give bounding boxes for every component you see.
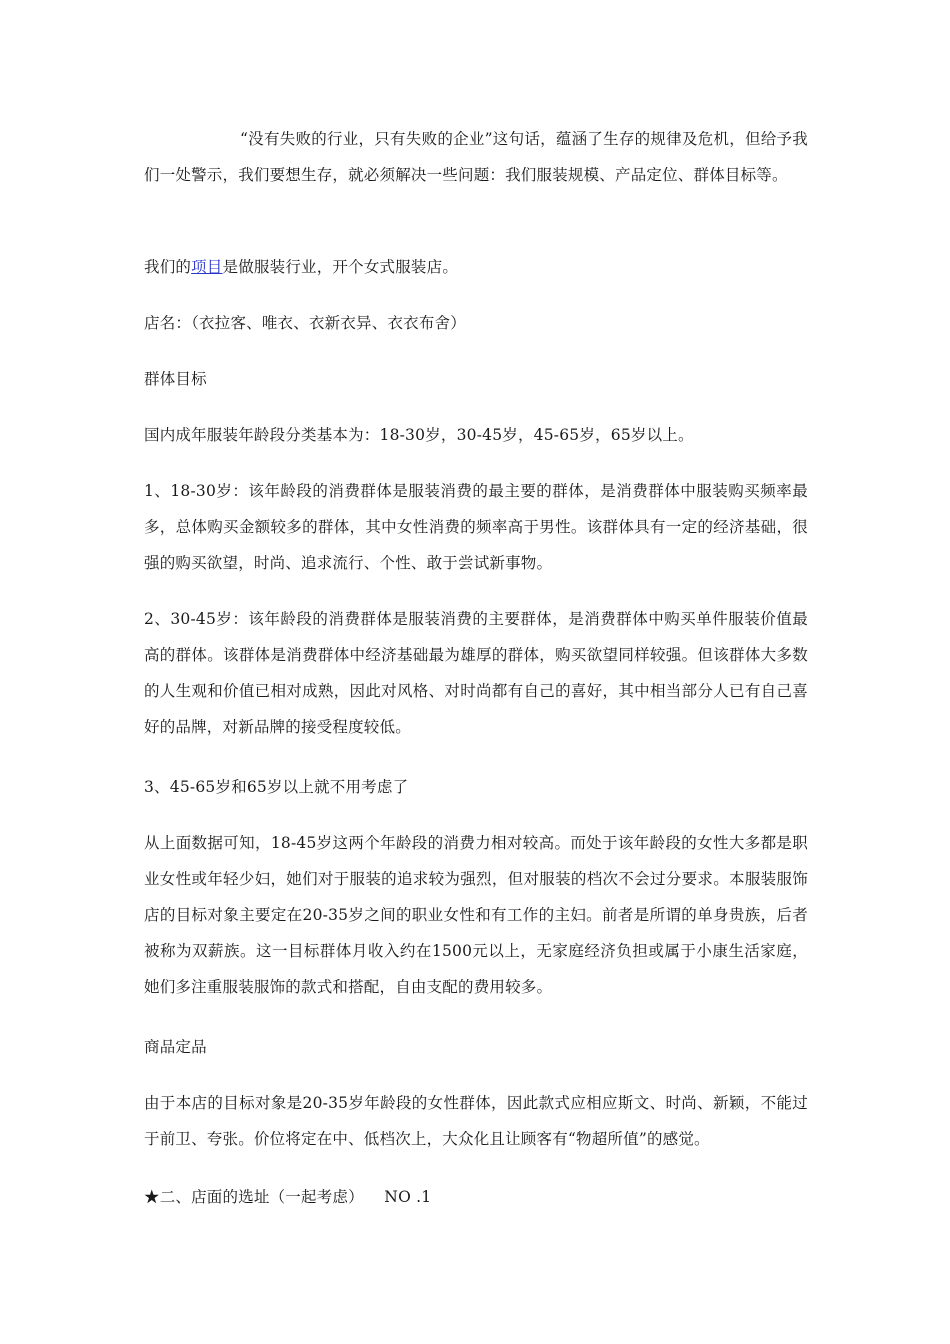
product-heading: 商品定品 — [144, 1038, 207, 1056]
conclusion-paragraph: 从上面数据可知，18-45岁这两个年龄段的消费力相对较高。而处于该年龄段的女性大多都是职业女性或年轻少妇，她们对于服装的追求较为强烈，但对服装的档次不会过分要求。本服装服饰店的目标对象主要定在20-35岁之间的职业女性和有工作的主妇。前者是所谓的单身贵族，后者被称为双薪族。这一目标群体月收入约在1500元以上，无家庭经济负担或属于小康生活家庭，她们多注重服装服饰的款式和搭配，自由支配的费用较多。 — [144, 834, 808, 996]
age-group-1-paragraph: 1、18-30岁：该年龄段的消费群体是服装消费的最主要的群体，是消费群体中服装购买频率最多，总体购买金额较多的群体，其中女性消费的频率高于男性。该群体具有一定的经济基础，很强的购买欲望，时尚、追求流行、个性、敢于尝试新事物。 — [144, 482, 808, 572]
age-group-2-paragraph: 2、30-45岁：该年龄段的消费群体是服装消费的主要群体，是消费群体中购买单件服装价值最高的群体。该群体是消费群体中经济基础最为雄厚的群体，购买欲望同样较强。但该群体大多数的人生观和价值已相对成熟，因此对风格、对时尚都有自己的喜好，其中相当部分人已有自己喜好的品牌，对新品牌的接受程度较低。 — [144, 610, 808, 736]
project-link[interactable]: 项目 — [191, 258, 223, 276]
intro-paragraph: “没有失败的行业，只有失败的企业”这句话，蕴涵了生存的规律及危机，但给予我们一处警示，我们要想生存，就必须解决一些问题：我们服装规模、产品定位、群体目标等。 — [144, 130, 808, 184]
section-two-heading: ★二、店面的选址（一起考虑） NO .1 — [144, 1188, 432, 1206]
project-paragraph — [144, 249, 808, 285]
project-prefix: 我们的 — [144, 258, 192, 276]
age-group-3-paragraph: 3、45-65岁和65岁以上就不用考虑了 — [144, 778, 409, 796]
store-name-paragraph: 店名：（衣拉客、唯衣、衣新衣异、衣衣布舍） — [144, 314, 466, 332]
target-heading: 群体目标 — [144, 370, 207, 388]
project-suffix: 是做服装行业，开个女式服装店。 — [222, 258, 459, 276]
age-overview-paragraph: 国内成年服装年龄段分类基本为：18-30岁，30-45岁，45-65岁，65岁以上。 — [144, 426, 694, 444]
product-paragraph: 由于本店的目标对象是20-35岁年龄段的女性群体，因此款式应相应斯文、时尚、新颖，不能过于前卫、夸张。价位将定在中、低档次上，大众化且让顾客有“物超所值”的感觉。 — [144, 1094, 808, 1148]
